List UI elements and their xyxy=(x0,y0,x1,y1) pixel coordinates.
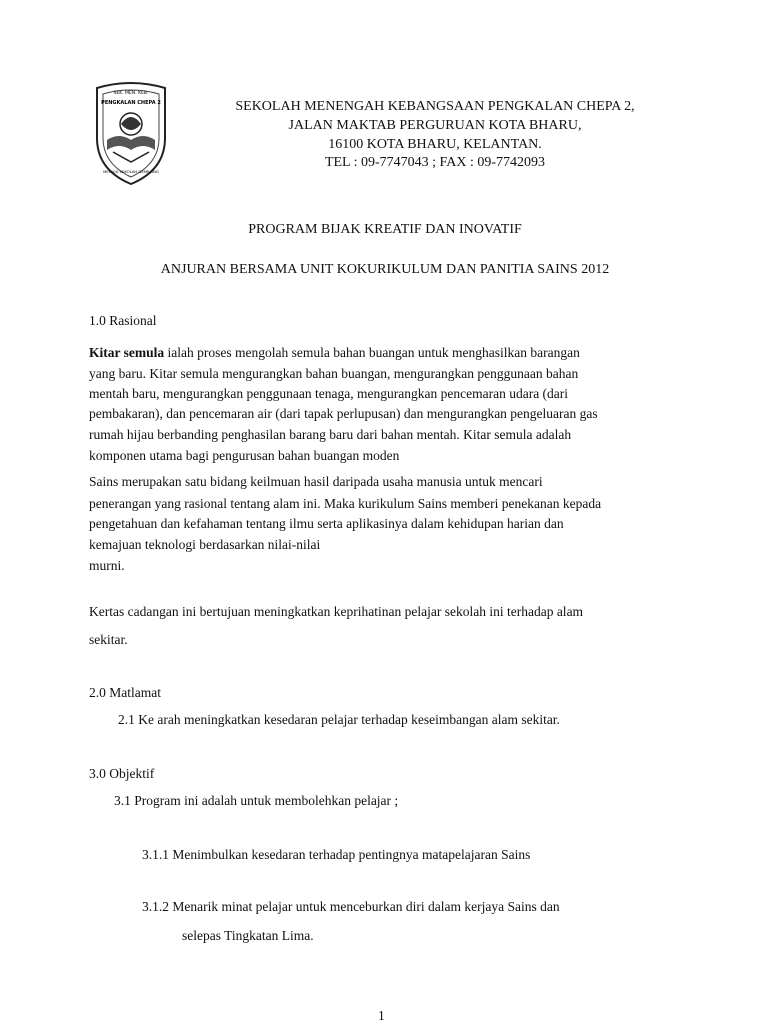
section-2-heading: 2.0 Matlamat xyxy=(89,685,161,700)
paragraph-1-text: ialah proses mengolah semula bahan buangan untuk menghasilkan barangan xyxy=(164,345,580,360)
svg-text:SEK. MEN. KEB.: SEK. MEN. KEB. xyxy=(113,91,149,96)
section-3-item: 3.1 Program ini adalah untuk membolehkan pelajar ; xyxy=(114,793,399,808)
bold-term: Kitar semula xyxy=(89,345,165,360)
paragraph-1-line: komponen utama bagi pengurusan bahan buangan moden xyxy=(89,448,400,463)
section-3-subitem-continued: selepas Tingkatan Lima. xyxy=(182,928,314,943)
paragraph-2-line: kemajuan teknologi berdasarkan nilai-nilai xyxy=(89,537,321,552)
page-number: 1 xyxy=(378,1008,385,1023)
school-contact: TEL : 09-7747043 ; FAX : 09-7742093 xyxy=(324,155,546,170)
paragraph-1-line: mentah baru, mengurangkan penggunaan tenaga, mengurangkan pencemaran udara (dari xyxy=(89,386,569,401)
section-3-subitem: 3.1.2 Menarik minat pelajar untuk menceburkan diri dalam kerjaya Sains dan xyxy=(142,899,560,914)
paragraph-1-line xyxy=(89,343,580,364)
school-name: SEKOLAH MENENGAH KEBANGSAAN PENGKALAN CHEPA 2, xyxy=(235,99,635,114)
paragraph-2-line: Sains merupakan satu bidang keilmuan hasil daripada usaha manusia untuk mencari xyxy=(89,474,543,489)
svg-text:PENGKALAN CHEPA 2: PENGKALAN CHEPA 2 xyxy=(101,100,161,106)
school-address-street: JALAN MAKTAB PERGURUAN KOTA BHARU, xyxy=(288,118,582,133)
svg-text:MENUJU SEKOLAH GEMILANG: MENUJU SEKOLAH GEMILANG xyxy=(103,169,159,174)
school-address-city: 16100 KOTA BHARU, KELANTAN. xyxy=(328,137,542,152)
paragraph-1-line: rumah hijau berbanding penghasilan barang baru dari bahan mentah. Kitar semula adalah xyxy=(89,427,572,442)
section-2-item: 2.1 Ke arah meningkatkan kesedaran pelajar terhadap keseimbangan alam sekitar. xyxy=(118,712,560,727)
paragraph-3-line: sekitar. xyxy=(89,632,128,647)
organizer-title: ANJURAN BERSAMA UNIT KOKURIKULUM DAN PANITIA SAINS 2012 xyxy=(160,262,610,277)
paragraph-2-line: penerangan yang rasional tentang alam ini. Maka kurikulum Sains memberi penekanan kepada xyxy=(89,496,602,511)
paragraph-2-line: murni. xyxy=(89,558,125,573)
section-3-subitem: 3.1.1 Menimbulkan kesedaran terhadap pentingnya matapelajaran Sains xyxy=(142,847,531,862)
section-1-heading: 1.0 Rasional xyxy=(89,313,157,328)
paragraph-1-line: pembakaran), dan pencemaran air (dari tapak perlupusan) dan mengurangkan pengeluaran gas xyxy=(89,406,598,421)
section-3-heading: 3.0 Objektif xyxy=(89,766,155,781)
paragraph-3-line: Kertas cadangan ini bertujuan meningkatkan keprihatinan pelajar sekolah ini terhadap alam xyxy=(89,604,584,619)
paragraph-2-line: pengetahuan dan kefahaman tentang ilmu serta aplikasinya dalam kehidupan harian dan xyxy=(89,516,564,531)
program-title: PROGRAM BIJAK KREATIF DAN INOVATIF xyxy=(248,222,522,237)
school-crest-logo xyxy=(91,80,171,188)
paragraph-1-line: yang baru. Kitar semula mengurangkan bahan buangan, mengurangkan penggunaan bahan xyxy=(89,366,579,381)
